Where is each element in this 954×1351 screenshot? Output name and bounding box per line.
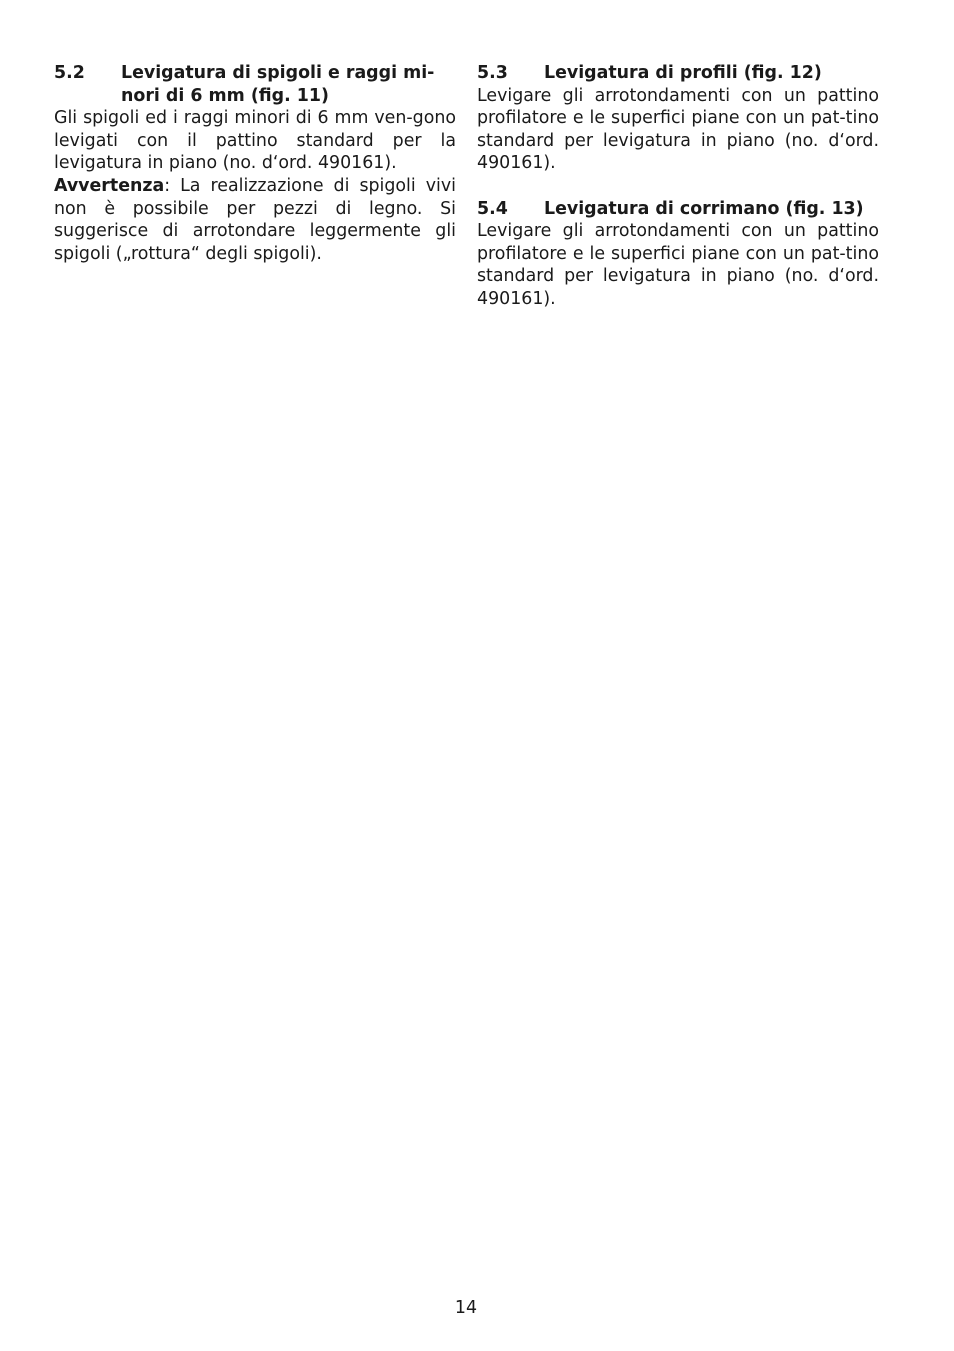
section-5-2-number: 5.2	[54, 63, 85, 83]
right-column	[477, 62, 879, 311]
page-number: 14	[454, 1298, 478, 1318]
section-5-4-heading	[477, 198, 879, 221]
section-5-2	[54, 62, 456, 265]
section-5-2-title-line2: nori di 6 mm (fig. 11)	[121, 85, 329, 106]
section-5-3-number: 5.3	[477, 63, 508, 83]
section-5-3-paragraph: Levigare gli arrotondamenti con un pattino profilatore e le superfici piane con un pat-tino standard per levigatura in piano (no. d‘ord. 490161).	[477, 85, 879, 174]
section-5-3-title: Levigatura di profili (fig. 12)	[544, 63, 822, 83]
note-text: : La realizzazione di spigoli vivi non è possibile per pezzi di legno. Si suggerisce di arrotondare leggermente gli spigoli („rottura“ degli spigoli).	[54, 175, 456, 264]
section-5-2-note	[54, 175, 456, 265]
left-column	[54, 62, 456, 265]
section-5-2-heading	[54, 62, 456, 107]
section-5-4-paragraph: Levigare gli arrotondamenti con un pattino profilatore e le superfici piane con un pat-tino standard per levigatura in piano (no. d‘ord. 490161).	[477, 221, 879, 309]
section-5-2-title	[121, 62, 456, 107]
section-5-2-title-line1: Levigatura di spigoli e raggi mi-	[121, 63, 435, 83]
note-label: Avvertenza	[54, 175, 165, 196]
section-5-3-heading	[477, 62, 879, 85]
section-5-3	[477, 62, 879, 175]
section-5-2-paragraph: Gli spigoli ed i raggi minori di 6 mm ven-gono levigati con il pattino standard per la levigatura in piano (no. d‘ord. 490161).	[54, 108, 456, 174]
section-5-4	[477, 198, 879, 311]
section-5-4-number: 5.4	[477, 198, 508, 219]
section-5-4-title: Levigatura di corrimano (fig. 13)	[544, 198, 864, 219]
